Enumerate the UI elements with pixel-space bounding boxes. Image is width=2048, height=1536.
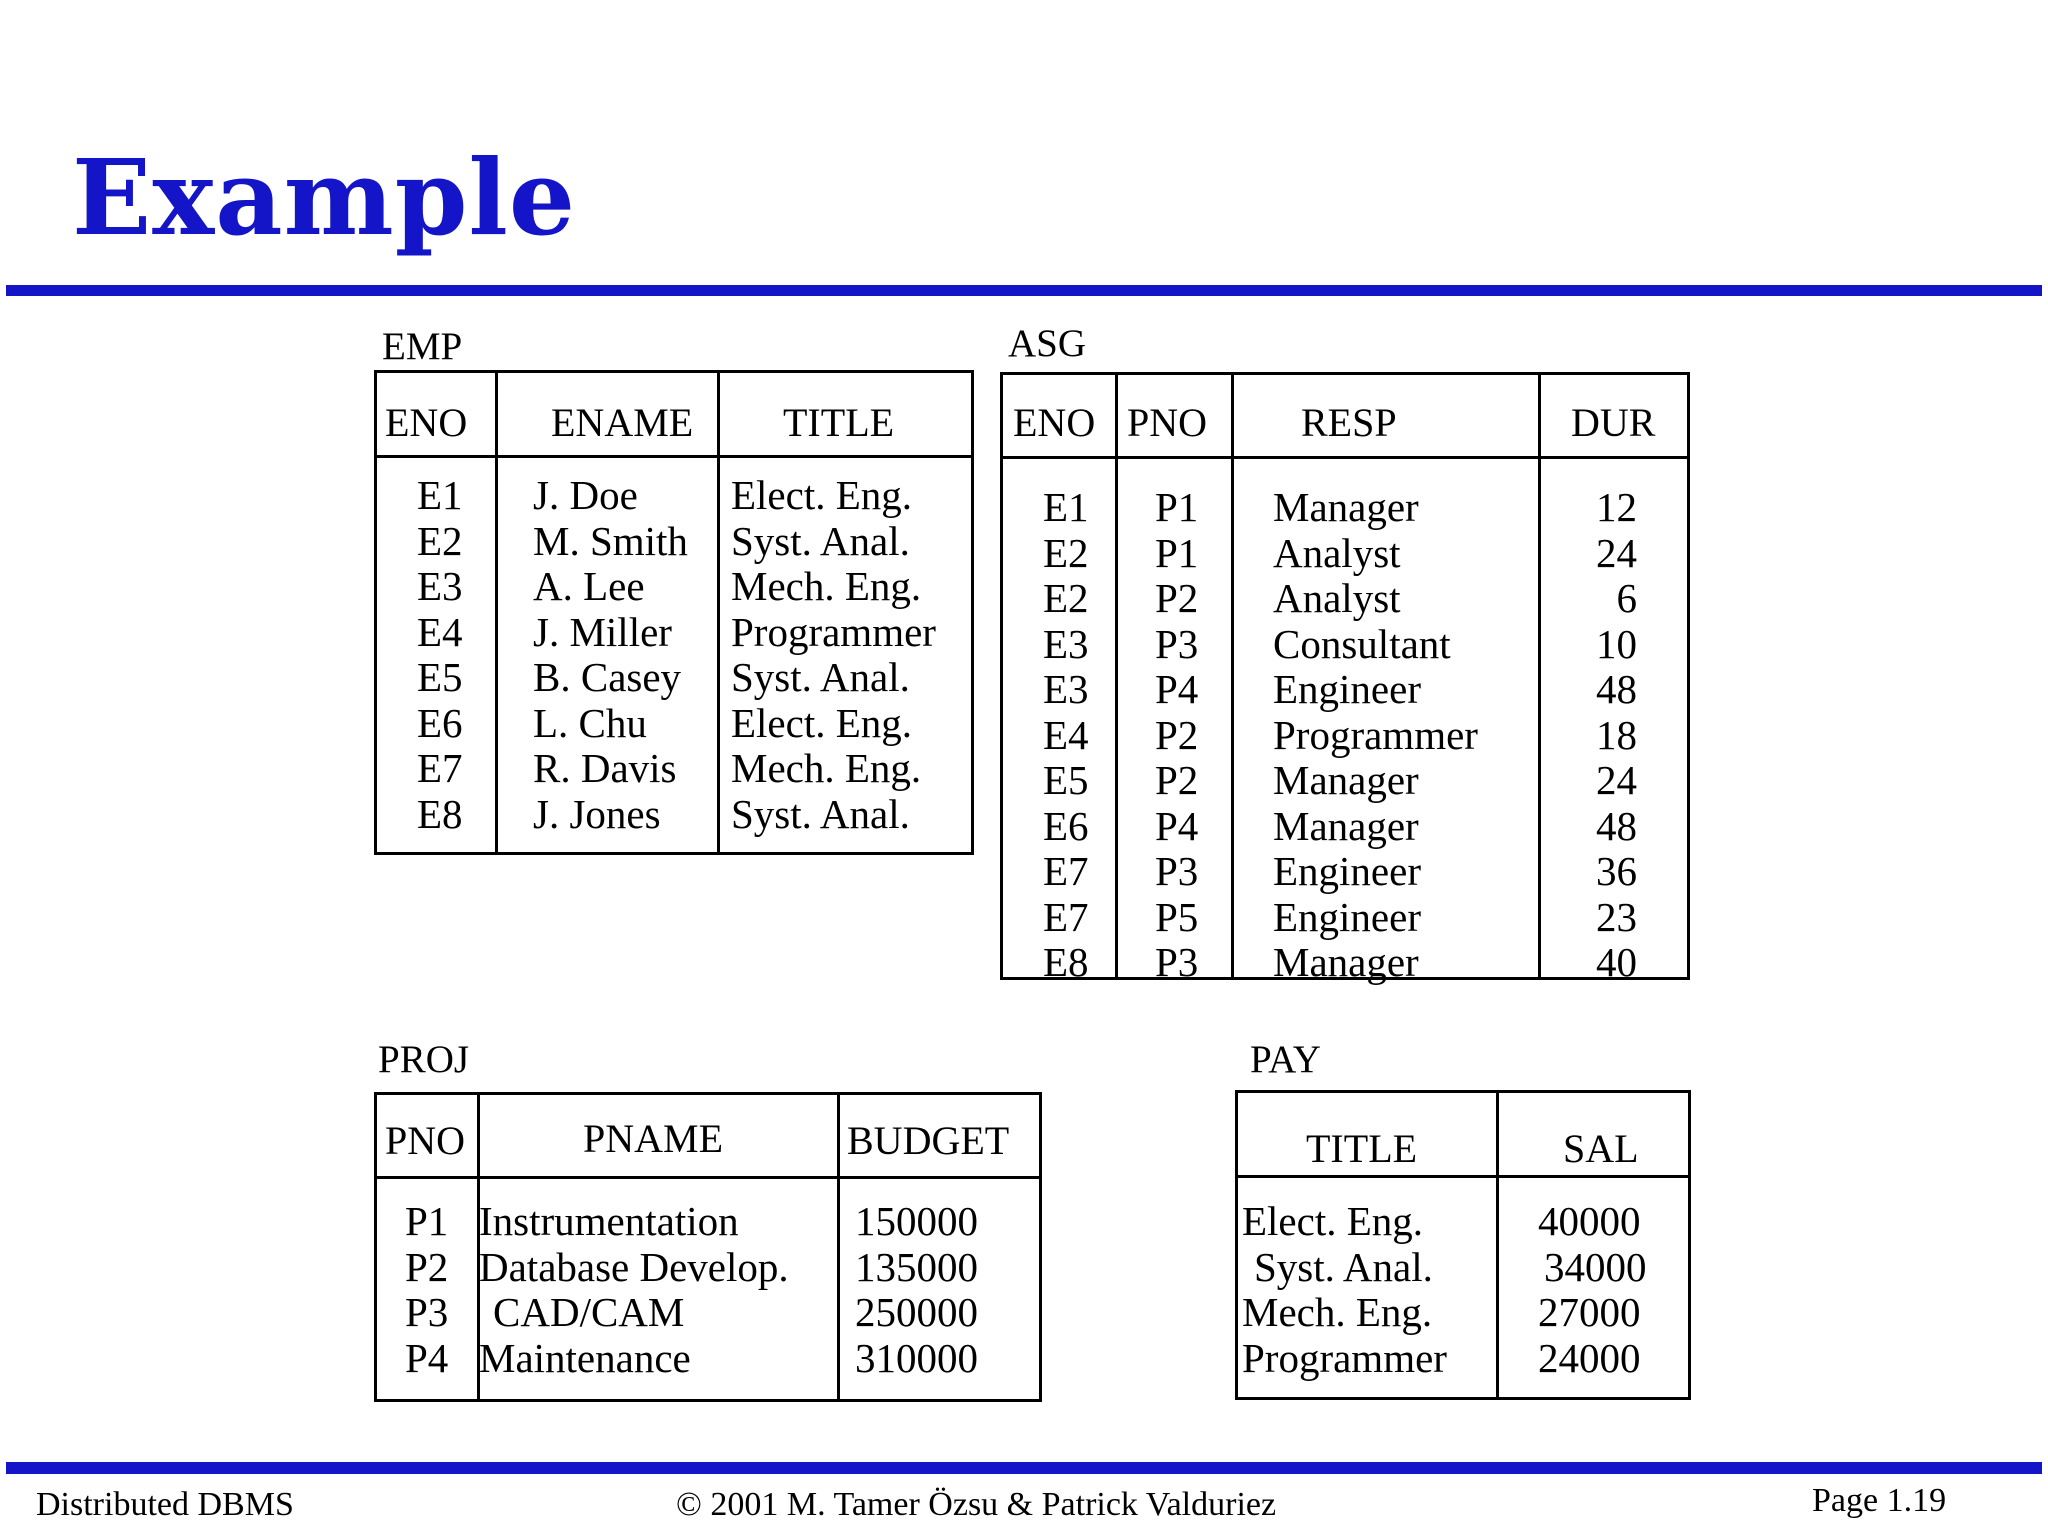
- asg-cell: 6: [1616, 575, 1637, 621]
- emp-cell: E2: [417, 517, 463, 564]
- title-divider: [6, 285, 2042, 296]
- asg-cell: E2: [1043, 575, 1089, 621]
- asg-cell: Engineer: [1273, 893, 1421, 940]
- pay-cell: 40000: [1538, 1198, 1641, 1244]
- asg-cell: Engineer: [1273, 666, 1421, 712]
- asg-cell: Manager: [1273, 939, 1419, 985]
- proj-cell: P4: [405, 1334, 449, 1381]
- asg-cell: P5: [1155, 893, 1199, 940]
- emp-cell: Syst. Anal.: [731, 517, 910, 564]
- pay-header-title: TITLE: [1306, 1126, 1418, 1171]
- emp-cell: Syst. Anal.: [731, 790, 910, 837]
- asg-cell: P1: [1155, 529, 1199, 576]
- asg-cell: P1: [1155, 484, 1199, 530]
- proj-cell: 250000: [855, 1289, 978, 1335]
- proj-cell: P1: [405, 1198, 449, 1244]
- asg-cell: Programmer: [1273, 711, 1478, 758]
- pay-cell: 24000: [1538, 1334, 1641, 1381]
- footer-divider: [6, 1462, 2042, 1474]
- proj-cell: P3: [405, 1289, 449, 1335]
- asg-cell: E5: [1043, 757, 1089, 803]
- emp-header-title: TITLE: [783, 400, 895, 445]
- pay-cell: Syst. Anal.: [1254, 1243, 1433, 1290]
- asg-cell: Analyst: [1273, 529, 1401, 576]
- asg-cell: E4: [1043, 711, 1089, 758]
- asg-cell: E7: [1043, 893, 1089, 940]
- asg-cell: P4: [1155, 802, 1199, 849]
- footer-page-number: Page 1.19: [1812, 1482, 1947, 1519]
- proj-pno-column: [405, 1199, 448, 1381]
- emp-header-ename: ENAME: [551, 400, 694, 445]
- asg-cell: P2: [1155, 711, 1199, 758]
- emp-cell: Elect. Eng.: [731, 699, 913, 746]
- asg-cell: E2: [1043, 529, 1089, 576]
- pay-cell: Programmer: [1242, 1334, 1447, 1381]
- asg-cell: Consultant: [1273, 620, 1451, 667]
- emp-header-eno: ENO: [385, 400, 468, 445]
- proj-cell: Maintenance: [479, 1334, 691, 1381]
- emp-cell: Mech. Eng.: [731, 745, 922, 791]
- proj-table: [374, 1092, 1042, 1402]
- emp-cell: E8: [417, 790, 463, 837]
- asg-cell: Engineer: [1273, 848, 1421, 894]
- asg-cell: Manager: [1273, 802, 1419, 849]
- asg-cell: P3: [1155, 848, 1199, 894]
- asg-cell: Manager: [1273, 757, 1419, 803]
- pay-header-sal: SAL: [1563, 1126, 1639, 1171]
- emp-cell: E1: [417, 472, 463, 518]
- asg-cell: P4: [1155, 666, 1199, 712]
- asg-dur-column: [1557, 485, 1637, 986]
- proj-budget-column: [855, 1199, 978, 1381]
- footer-copyright: © 2001 M. Tamer Özsu & Patrick Valduriez: [676, 1486, 1277, 1523]
- asg-header-resp: RESP: [1301, 400, 1397, 445]
- emp-cell: Syst. Anal.: [731, 654, 910, 700]
- pay-cell: Mech. Eng.: [1242, 1289, 1433, 1335]
- emp-cell: Elect. Eng.: [731, 472, 913, 518]
- asg-cell: E3: [1043, 666, 1089, 712]
- emp-cell: E3: [417, 563, 463, 609]
- pay-title-column: [1242, 1199, 1447, 1381]
- emp-title-column: [731, 473, 936, 837]
- asg-cell: P3: [1155, 620, 1199, 667]
- asg-header-dur: DUR: [1571, 400, 1656, 445]
- asg-cell: E7: [1043, 848, 1089, 894]
- asg-cell: 48: [1596, 666, 1637, 712]
- pay-cell: Elect. Eng.: [1242, 1198, 1424, 1244]
- emp-caption: EMP: [382, 325, 463, 368]
- emp-cell: M. Smith: [533, 517, 688, 564]
- asg-cell: 24: [1596, 757, 1637, 803]
- proj-cell: CAD/CAM: [493, 1289, 685, 1335]
- pay-cell: 27000: [1538, 1289, 1641, 1335]
- asg-caption: ASG: [1008, 322, 1087, 365]
- asg-cell: E1: [1043, 484, 1089, 530]
- proj-header-pno: PNO: [385, 1118, 466, 1163]
- asg-cell: 18: [1596, 711, 1637, 758]
- asg-header-eno: ENO: [1013, 400, 1096, 445]
- pay-sal-column: [1538, 1199, 1647, 1381]
- asg-cell: P2: [1155, 757, 1199, 803]
- emp-cell: E7: [417, 745, 463, 791]
- asg-header-pno: PNO: [1127, 400, 1208, 445]
- proj-cell: 135000: [855, 1243, 978, 1290]
- proj-cell: P2: [405, 1243, 449, 1290]
- pay-cell: 34000: [1544, 1243, 1647, 1290]
- emp-cell: E6: [417, 699, 463, 746]
- asg-cell: 36: [1596, 848, 1637, 894]
- proj-cell: 310000: [855, 1334, 978, 1381]
- emp-cell: R. Davis: [533, 745, 677, 791]
- emp-cell: Programmer: [731, 608, 936, 655]
- asg-cell: E3: [1043, 620, 1089, 667]
- proj-pname-column: [479, 1199, 789, 1381]
- asg-cell: Analyst: [1273, 575, 1401, 621]
- asg-cell: 23: [1596, 893, 1637, 940]
- proj-caption: PROJ: [378, 1038, 470, 1081]
- asg-cell: E6: [1043, 802, 1089, 849]
- asg-resp-column: [1273, 485, 1478, 986]
- asg-cell: E8: [1043, 939, 1089, 985]
- emp-ename-column: [533, 473, 688, 837]
- slide-title: Example: [72, 136, 577, 259]
- emp-cell: J. Doe: [533, 472, 638, 518]
- asg-cell: Manager: [1273, 484, 1419, 530]
- emp-cell: J. Miller: [533, 608, 672, 655]
- emp-cell: E4: [417, 608, 463, 655]
- footer-course: Distributed DBMS: [36, 1486, 294, 1523]
- asg-table: [1000, 372, 1690, 985]
- asg-cell: 24: [1596, 529, 1637, 576]
- proj-cell: Instrumentation: [479, 1198, 739, 1244]
- asg-cell: 12: [1596, 484, 1637, 530]
- asg-eno-column: [1043, 485, 1089, 986]
- proj-cell: 150000: [855, 1198, 978, 1244]
- proj-header-pname: PNAME: [583, 1116, 724, 1161]
- pay-caption: PAY: [1250, 1038, 1321, 1081]
- asg-cell: 10: [1596, 620, 1637, 667]
- emp-cell: B. Casey: [533, 654, 682, 700]
- asg-cell: 40: [1596, 939, 1637, 985]
- asg-cell: P3: [1155, 939, 1199, 985]
- asg-cell: 48: [1596, 802, 1637, 849]
- emp-cell: L. Chu: [533, 699, 647, 746]
- emp-table: [374, 370, 974, 855]
- emp-cell: Mech. Eng.: [731, 563, 922, 609]
- proj-cell: Database Develop.: [479, 1243, 789, 1290]
- emp-eno-column: [417, 473, 463, 837]
- asg-pno-column: [1155, 485, 1198, 986]
- proj-header-budget: BUDGET: [847, 1118, 1010, 1163]
- emp-cell: E5: [417, 654, 463, 700]
- pay-table: [1235, 1090, 1691, 1400]
- emp-cell: A. Lee: [533, 563, 645, 609]
- emp-cell: J. Jones: [533, 790, 661, 837]
- asg-cell: P2: [1155, 575, 1199, 621]
